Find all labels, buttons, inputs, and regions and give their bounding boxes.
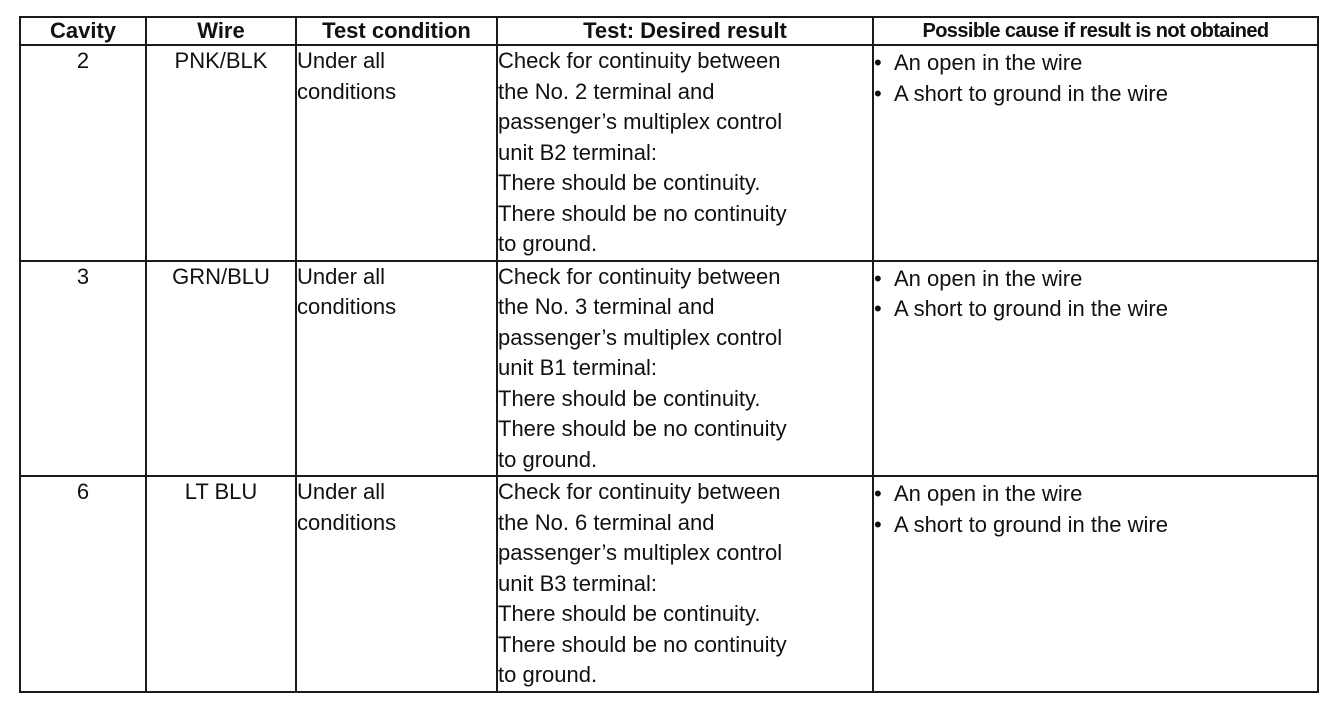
result-line: the No. 2 terminal and (498, 78, 715, 104)
result-line: to ground. (498, 446, 598, 472)
cause-text: A short to ground in the wire (894, 296, 1168, 321)
continuity-test-table (19, 16, 1319, 693)
condition-line: Under all (297, 48, 386, 73)
result-line: There should be continuity. (498, 170, 761, 195)
header-cavity: Cavity (20, 17, 146, 45)
wire-cell: LT BLU (146, 476, 296, 692)
result-line: unit B1 terminal: (498, 355, 657, 380)
bullet-icon: • (874, 511, 882, 537)
result-line: There should be continuity. (498, 601, 761, 626)
desired-result-cell (497, 261, 873, 477)
result-line: to ground. (498, 662, 598, 687)
cause-list (874, 479, 1317, 540)
header-wire: Wire (146, 17, 296, 45)
header-possible-cause: Possible cause if result is not obtained (873, 17, 1318, 45)
cavity-cell: 6 (20, 476, 146, 692)
bullet-icon: • (874, 296, 882, 321)
result-line: the No. 3 terminal and (498, 294, 715, 319)
list-item (874, 479, 1317, 510)
result-line: passenger’s multiplex control (498, 540, 783, 565)
cause-text: A short to ground in the wire (894, 511, 1168, 537)
condition-line: conditions (297, 78, 397, 104)
list-item (874, 79, 1317, 110)
list-item (874, 294, 1317, 325)
test-condition-cell (296, 476, 497, 692)
condition-line: Under all (297, 479, 386, 504)
cavity-cell: 2 (20, 45, 146, 261)
condition-line: conditions (297, 509, 397, 535)
cavity-cell: 3 (20, 261, 146, 477)
result-line: Check for continuity between (498, 263, 781, 289)
possible-cause-cell (873, 261, 1318, 477)
result-line: to ground. (498, 231, 598, 256)
result-line: Check for continuity between (498, 48, 781, 73)
bullet-icon: • (874, 481, 882, 506)
list-item (874, 48, 1317, 79)
cause-list (874, 48, 1317, 109)
result-line: There should be continuity. (498, 385, 761, 411)
result-line: unit B2 terminal: (498, 139, 657, 165)
cause-text: An open in the wire (894, 265, 1083, 291)
header-desired-result: Test: Desired result (497, 17, 873, 45)
wire-cell: GRN/BLU (146, 261, 296, 477)
table-row (20, 261, 1318, 477)
result-line: There should be no continuity (498, 631, 787, 657)
bullet-icon: • (874, 265, 882, 291)
cause-list (874, 264, 1317, 325)
list-item (874, 264, 1317, 295)
table-row (20, 45, 1318, 261)
condition-line: conditions (297, 294, 397, 319)
condition-line: Under all (297, 263, 386, 289)
result-line: passenger’s multiplex control (498, 109, 783, 134)
wire-cell: PNK/BLK (146, 45, 296, 261)
cause-text: An open in the wire (894, 50, 1083, 75)
result-line: Check for continuity between (498, 479, 781, 504)
cause-text: A short to ground in the wire (894, 80, 1168, 106)
cause-text: An open in the wire (894, 481, 1083, 506)
desired-result-cell (497, 476, 873, 692)
list-item (874, 510, 1317, 541)
bullet-icon: • (874, 80, 882, 106)
header-test-condition: Test condition (296, 17, 497, 45)
result-line: passenger’s multiplex control (498, 324, 783, 350)
test-condition-cell (296, 261, 497, 477)
possible-cause-cell (873, 476, 1318, 692)
result-line: the No. 6 terminal and (498, 509, 715, 535)
desired-result-cell (497, 45, 873, 261)
header-row (20, 17, 1318, 45)
test-condition-cell (296, 45, 497, 261)
result-line: unit B3 terminal: (498, 570, 657, 596)
table-row (20, 476, 1318, 692)
result-line: There should be no continuity (498, 416, 787, 441)
bullet-icon: • (874, 50, 882, 75)
result-line: There should be no continuity (498, 200, 787, 226)
possible-cause-cell (873, 45, 1318, 261)
